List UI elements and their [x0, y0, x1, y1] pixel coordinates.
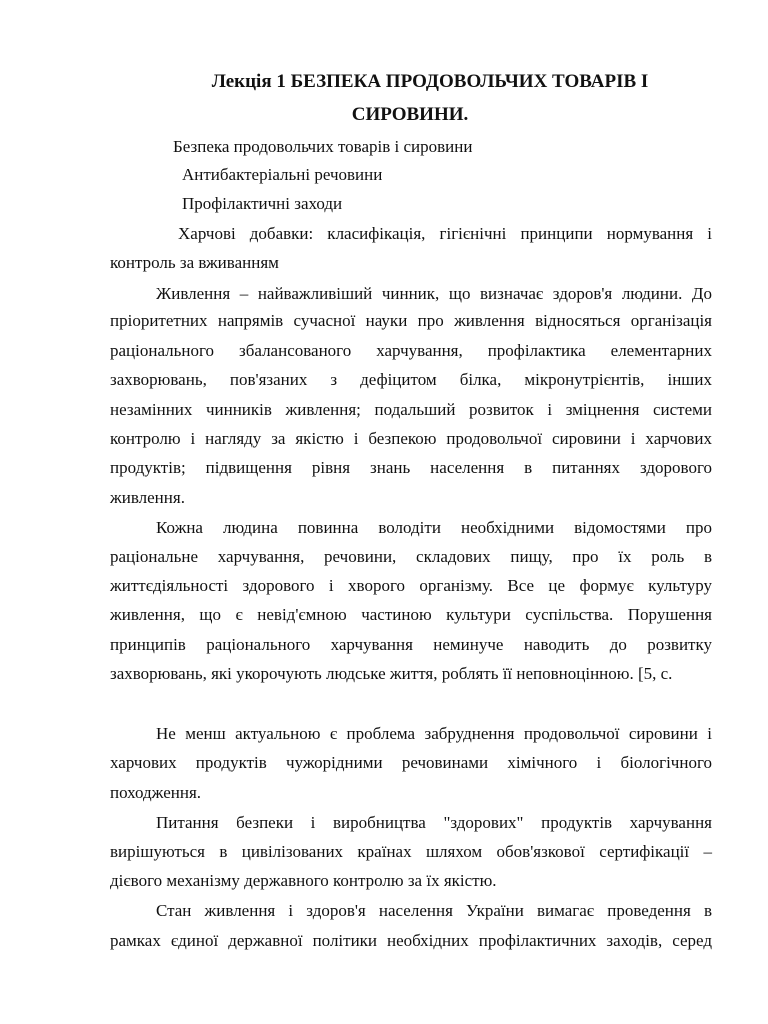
paragraph-line: Кожна людина повинна володіти необхідними відомостями про [156, 518, 712, 537]
toc-item: Харчові добавки: класифікація, гігієнічні принципи нормування і [178, 224, 712, 243]
paragraph-line: життєдіяльності здорового і хворого організму. Все це формує культуру [110, 576, 712, 595]
toc-item: Профілактичні заходи [182, 194, 343, 213]
paragraph-line: пріоритетних напрямів сучасної науки про живлення відносяться організація [110, 311, 712, 330]
paragraph-line: дієвого механізму державного контролю за їх якістю. [110, 871, 497, 890]
paragraph-line: Не менш актуальною є проблема забруднення продовольчої сировини і [156, 724, 712, 743]
toc-item-continuation: контроль за вживанням [110, 253, 279, 272]
paragraph-line: незамінних чинників живлення; подальший розвиток і зміцнення системи [110, 400, 712, 419]
paragraph-line: походження. [110, 783, 202, 802]
lecture-title-line-2: СИРОВИНИ. [351, 104, 469, 125]
paragraph-line: раціональне харчування, речовини, складових пищу, про їх роль в [110, 547, 712, 566]
paragraph-line: принципів раціонального харчування неминуче наводить до розвитку [110, 635, 712, 654]
paragraph-line: контролю і нагляду за якістю і безпекою продовольчої сировини і харчових [110, 429, 712, 448]
paragraph-line: Стан живлення і здоров'я населення України вимагає проведення в [156, 901, 712, 920]
paragraph-line: захворювань, пов'язаних з дефіцитом білка, мікронутрієнтів, інших [110, 370, 712, 389]
paragraph-line: рамках єдиної державної політики необхідних профілактичних заходів, серед [110, 931, 712, 950]
toc-item: Безпека продовольчих товарів і сировини [173, 137, 473, 156]
lecture-title-line-1: Лекція 1 БЕЗПЕКА ПРОДОВОЛЬЧИХ ТОВАРІВ І [211, 71, 649, 92]
paragraph-line: Питання безпеки і виробництва "здорових" продуктів харчування [156, 813, 712, 832]
paragraph-line: живлення, що є невід'ємною частиною культури суспільства. Порушення [110, 605, 712, 624]
paragraph-line: захворювань, які укорочують людське життя, роблять її неповноцінною. [5, с. [110, 664, 673, 683]
paragraph-line: вирішуються в цивілізованих країнах шляхом обов'язкової сертифікації – [110, 842, 712, 861]
paragraph-line: продуктів; підвищення рівня знань населення в питаннях здорового [110, 458, 712, 477]
paragraph-line: раціонального збалансованого харчування, профілактика елементарних [110, 341, 712, 360]
paragraph-line: Живлення – найважливіший чинник, що визначає здоров'я людини. До [156, 284, 712, 303]
paragraph-line: живлення. [110, 488, 185, 507]
paragraph-line: харчових продуктів чужорідними речовинами хімічного і біологічного [110, 753, 712, 772]
toc-item: Антибактеріальні речовини [182, 165, 383, 184]
